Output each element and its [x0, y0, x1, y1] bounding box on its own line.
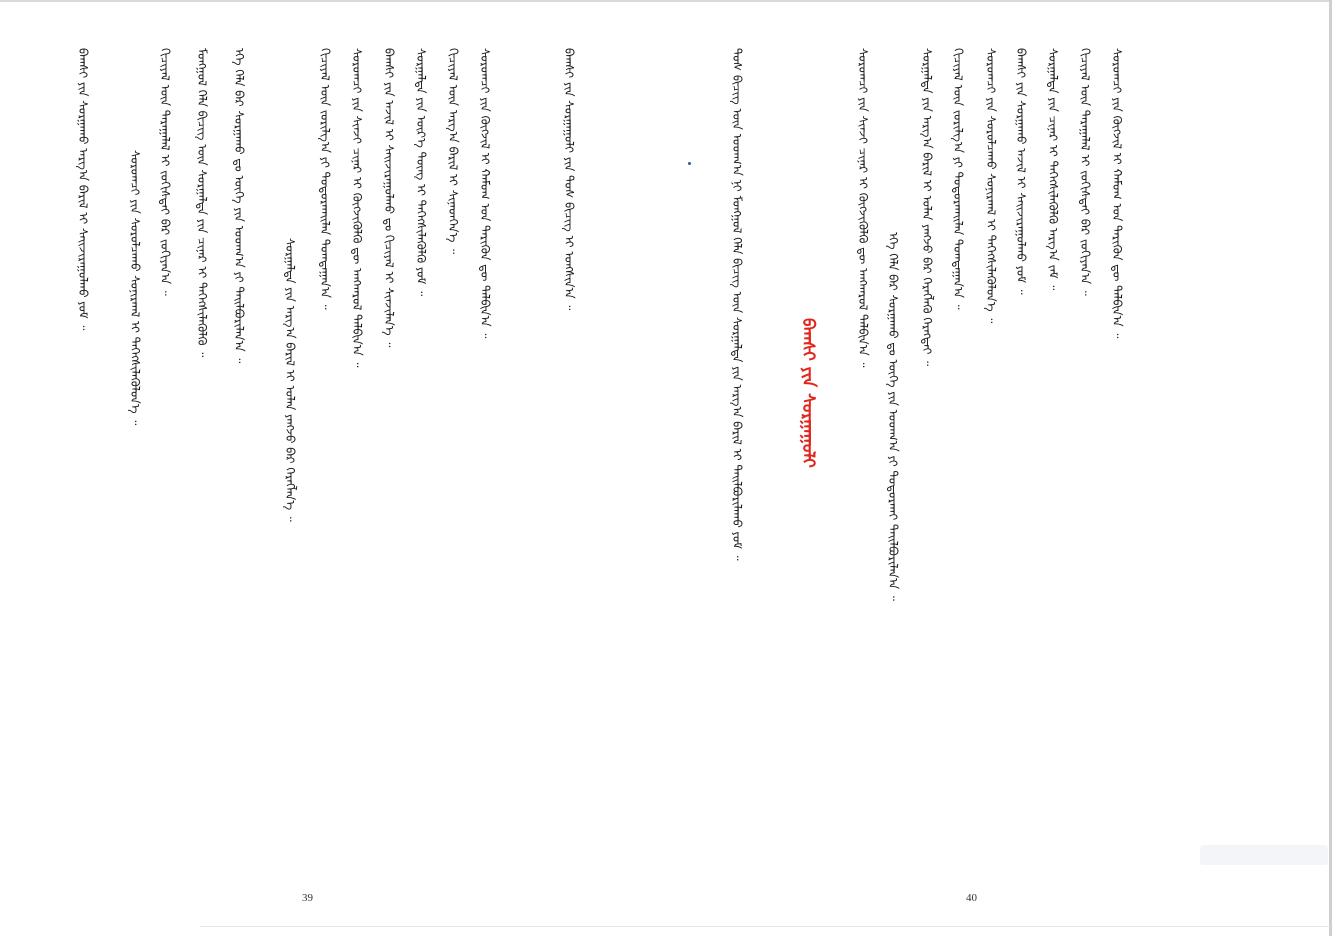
text-column: ᠰᠤᠷᠭᠠᠯᠲᠠ ᠶᠢᠨ ᠠᠷᠭ᠎ᠠ ᠪᠠᠷᠢᠯ ᠢ ᠣᠯᠠᠨ ᠶᠠᠩᠵᠤ ᠪᠠᠷ ᠬᠡᠷᠡᠭᠯᠡᠨ᠎ᠡ ᠃ [283, 238, 297, 522]
text-column: ᠪᠠᠭᠰᠢ ᠶᠢᠨ ᠰᠤᠷᠭᠠᠭᠤᠯᠢ ᠶᠢᠨ ᠲᠤᠰ ᠪᠢᠴᠢᠭ ᠢ ᠤᠩᠰᠢᠨ᠎ᠠ ᠃ [562, 48, 576, 311]
text-column: ᠰᠤᠷᠤᠭᠴᠢ ᠶᠢᠨ ᠬᠥᠭᠵᠢᠯ ᠢ ᠬᠠᠮᠤᠭ ᠤᠨ ᠲᠡᠷᠢᠭᠦᠨ ᠳᠦ ᠲᠠᠯᠪᠢᠨ᠎ᠠ ᠃ [478, 48, 492, 339]
page-number-40: 40 [966, 892, 977, 904]
text-column: ᠰᠤᠷᠤᠭᠴᠢ ᠶᠢᠨ ᠰᠢᠨᠵᠢ ᠴᠢᠨᠠᠷ ᠢ ᠬᠥᠭᠵᠢᠭᠦᠯᠬᠦ ᠳᠦ ᠠᠩᠬᠠᠷᠤᠯ ᠲᠠᠯᠪᠢᠨ᠎ᠠ ᠃ [350, 48, 364, 368]
text-column: ᠰᠤᠷᠤᠭᠴᠢ ᠶᠢᠨ ᠰᠢᠨᠵᠢ ᠴᠢᠨᠠᠷ ᠢ ᠬᠥᠭᠵᠢᠭᠦᠯᠬᠦ ᠳᠦ ᠠᠩᠬᠠᠷᠤᠯ ᠲᠠᠯᠪᠢᠨ᠎ᠠ ᠃ [856, 48, 870, 368]
text-column: ᠪᠠᠭᠰᠢ ᠶᠢᠨ ᠰᠤᠷᠭᠠᠬᠤ ᠠᠷᠭ᠎ᠠ ᠪᠠᠷᠢᠯ ᠢ ᠰᠠᠢᠵᠢᠷᠠᠭᠤᠯᠬᠤ ᠶᠤᠮ ᠃ [76, 48, 90, 331]
text-column: ᠡᠬᠡ ᠬᠡᠯᠡ ᠪᠡᠷ ᠰᠤᠷᠭᠠᠬᠤ ᠳᠤ ᠦᠭᠡ ᠶᠢᠨ ᠤᠳᠬ᠎ᠠ ᠶᠢ ᠲᠣᠳᠤᠷᠬᠠᠢ ᠲᠠᠢᠯᠪᠤᠷᠢᠯᠠᠨ᠎ᠠ ᠃ [886, 232, 900, 601]
text-column: ᠬᠢᠴᠢᠶᠡᠯ ᠦᠨ ᠠᠷᠭ᠎ᠠ ᠪᠠᠷᠢᠯ ᠢ ᠰᠢᠨᠡᠳᠬᠡᠨ᠎ᠡ ᠃ [446, 48, 460, 255]
text-column: ᠰᠤᠷᠤᠭᠴᠢ ᠶᠢᠨ ᠰᠤᠷᠤᠯᠴᠠᠬᠤ ᠰᠣᠨᠢᠷᠬᠠᠯ ᠢ ᠳᠡᠭᠡᠭᠰᠢᠯᠡᠭᠦᠯᠦᠨ᠎ᠡ ᠃ [128, 150, 142, 426]
text-column: ᠬᠢᠴᠢᠶᠡᠯ ᠦᠨ ᠳᠠᠷᠠᠭᠠᠯᠠᠯ ᠢ ᠵᠣᠬᠢᠰᠲᠠᠢ ᠪᠡᠷ ᠵᠣᠬᠢᠶᠠᠨ᠎ᠠ ᠃ [1078, 48, 1092, 296]
text-column: ᠰᠤᠷᠤᠭᠴᠢ ᠶᠢᠨ ᠬᠥᠭᠵᠢᠯ ᠢ ᠬᠠᠮᠤᠭ ᠤᠨ ᠲᠡᠷᠢᠭᠦᠨ ᠳᠦ ᠲᠠᠯᠪᠢᠨ᠎ᠠ ᠃ [1110, 48, 1124, 339]
page-40 [660, 0, 1330, 936]
page-39 [0, 0, 660, 936]
page-number-39: 39 [302, 892, 313, 904]
text-column: ᠲᠤᠰ ᠪᠢᠴᠢᠭ ᠦᠨ ᠤᠳᠬ᠎ᠠ ᠨᠢ ᠮᠣᠩᠭᠣᠯ ᠬᠡᠯᠡ ᠪᠢᠴᠢᠭ ᠦᠨ ᠰᠤᠷᠭᠠᠯᠲᠠ ᠶᠢᠨ ᠠᠷᠭ᠎ᠠ ᠪᠠᠷᠢᠯ ᠢ ᠲᠠᠢᠯᠪᠤᠷᠢᠯᠠᠬᠤ ᠶᠤᠮ ᠃ [730, 48, 744, 561]
text-column: ᠪᠠᠭᠰᠢ ᠶᠢᠨ ᠠᠵᠢᠯ ᠢ ᠰᠠᠢᠵᠢᠷᠠᠭᠤᠯᠬᠤ ᠳᠤ ᠬᠢᠴᠢᠶᠡᠯ ᠢ ᠰᠢᠨᠵᠢᠯᠡᠨ᠎ᠡ ᠃ [382, 48, 396, 348]
text-column: ᠰᠤᠷᠭᠠᠯᠲᠠ ᠶᠢᠨ ᠴᠢᠨᠠᠷ ᠢ ᠳᠡᠭᠡᠭᠰᠢᠯᠡᠭᠦᠯᠬᠦ ᠠᠷᠭ᠎ᠠ ᠵᠠᠮ ᠃ [1046, 48, 1060, 291]
text-column: ᠮᠣᠩᠭᠣᠯ ᠬᠡᠯᠡ ᠪᠢᠴᠢᠭ ᠦᠨ ᠰᠤᠷᠭᠠᠯᠲᠠ ᠶᠢᠨ ᠴᠢᠨᠠᠷ ᠢ ᠳᠡᠭᠡᠭᠰᠢᠯᠡᠭᠦᠯᠬᠦ ᠃ [195, 48, 209, 358]
section-heading: ᠪᠠᠭᠰᠢ ᠶᠢᠨ ᠰᠤᠷᠭᠠᠭᠤᠯᠢ [798, 318, 818, 468]
text-column: ᠬᠢᠴᠢᠶᠡᠯ ᠦᠨ ᠵᠣᠷᠢᠯᠭ᠎ᠠ ᠶᠢ ᠲᠣᠳᠤᠷᠬᠠᠢᠯᠠᠨ ᠲᠣᠭᠲᠠᠭᠠᠨ᠎ᠠ ᠃ [318, 48, 332, 310]
text-column: ᠬᠢᠴᠢᠶᠡᠯ ᠦᠨ ᠵᠣᠷᠢᠯᠭ᠎ᠠ ᠶᠢ ᠲᠣᠳᠤᠷᠬᠠᠢᠯᠠᠨ ᠲᠣᠭᠲᠠᠭᠠᠨ᠎ᠠ ᠃ [951, 48, 965, 310]
text-column: ᠪᠠᠭᠰᠢ ᠶᠢᠨ ᠰᠤᠷᠭᠠᠬᠤ ᠠᠵᠢᠯ ᠢ ᠰᠠᠢᠵᠢᠷᠠᠭᠤᠯᠬᠤ ᠶᠤᠮ ᠃ [1014, 48, 1028, 295]
text-column: ᠡᠬᠡ ᠬᠡᠯᠡ ᠪᠡᠷ ᠰᠤᠷᠭᠠᠬᠤ ᠳᠤ ᠦᠭᠡ ᠶᠢᠨ ᠤᠳᠬ᠎ᠠ ᠶᠢ ᠲᠠᠢᠯᠪᠤᠷᠢᠯᠠᠨ᠎ᠠ ᠃ [232, 48, 246, 364]
text-column: ᠰᠤᠷᠭᠠᠯᠲᠠ ᠶᠢᠨ ᠠᠷᠭ᠎ᠠ ᠪᠠᠷᠢᠯ ᠢ ᠣᠯᠠᠨ ᠶᠠᠩᠵᠤ ᠪᠠᠷ ᠬᠡᠷᠡᠭᠯᠡᠬᠦ ᠬᠡᠷᠡᠭᠲᠡᠢ ᠃ [920, 48, 934, 367]
stray-dot [688, 162, 691, 165]
text-column: ᠰᠤᠷᠭᠠᠯᠲᠠ ᠶᠢᠨ ᠦᠷ᠎ᠡ ᠳᠦᠩ ᠢ ᠳᠡᠭᠡᠭᠰᠢᠯᠡᠭᠦᠯᠬᠦ ᠶᠤᠮ ᠃ [414, 48, 428, 297]
watermark [1200, 845, 1328, 865]
text-column: ᠰᠤᠷᠤᠭᠴᠢ ᠶᠢᠨ ᠰᠤᠷᠤᠯᠴᠠᠬᠤ ᠰᠣᠨᠢᠷᠬᠠᠯ ᠢ ᠳᠡᠭᠡᠭᠰᠢᠯᠡᠭᠦᠯᠦᠨ᠎ᠡ ᠃ [984, 48, 998, 324]
text-column: ᠬᠢᠴᠢᠶᠡᠯ ᠦᠨ ᠳᠠᠷᠠᠭᠠᠯᠠᠯ ᠢ ᠵᠣᠬᠢᠰᠲᠠᠢ ᠪᠡᠷ ᠵᠣᠬᠢᠶᠠᠨ᠎ᠠ ᠃ [158, 48, 172, 296]
